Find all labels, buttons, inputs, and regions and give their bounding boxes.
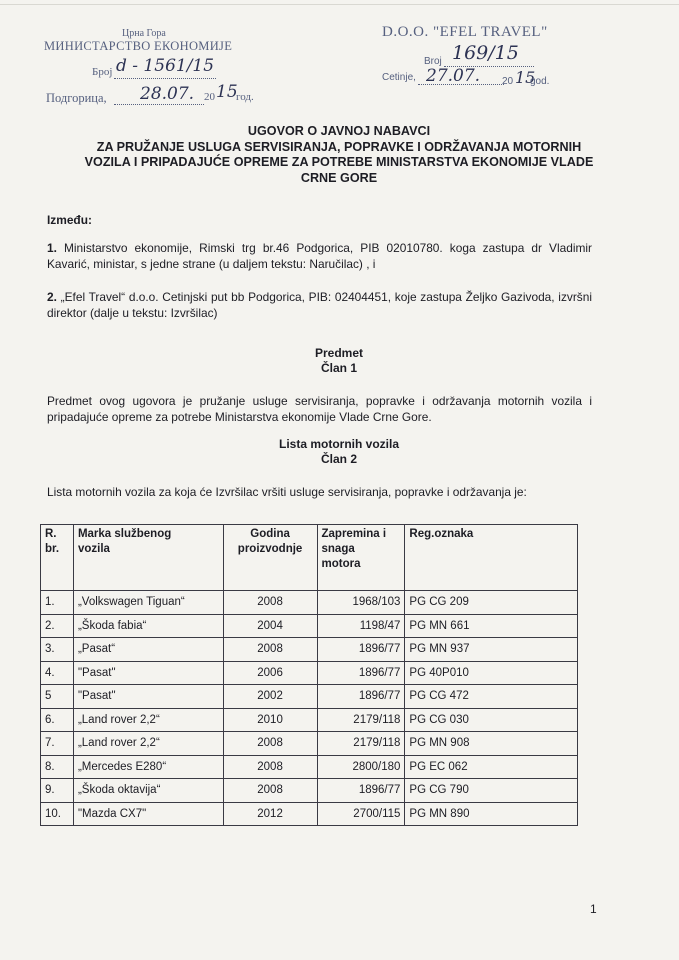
row-registration: PG MN 890 [405,802,578,826]
section-2-heading [40,437,638,467]
title-line-1: UGOVOR O JAVNOJ NABAVCI [247,124,431,138]
table-row [41,661,578,685]
stamp-year-value: 15 [216,82,238,102]
row-registration: PG 40P010 [405,661,578,685]
section-2-article: Član 2 [320,452,357,466]
stamp-date-value: 28.07. [140,84,195,104]
row-year: 2008 [223,591,317,615]
company-place-label: Cetinje, [382,72,416,83]
row-year: 2008 [223,732,317,756]
row-number: 3. [41,638,74,662]
row-registration: PG MN 908 [405,732,578,756]
row-number: 1. [41,591,74,615]
row-brand: „Volkswagen Tiguan“ [73,591,223,615]
row-number: 8. [41,755,74,779]
stamp-place-label: Подгорица, [46,91,107,105]
vehicle-table [40,524,578,826]
header-year: Godina proizvodnje [223,525,317,591]
row-year: 2008 [223,638,317,662]
row-number: 4. [41,661,74,685]
company-year-prefix: 20 [502,76,514,87]
party-1-text: Ministarstvo ekonomije, Rimski trg br.46 Podgorica, PIB 02010780. koga zastupa dr Vladimir Kavarić, ministar, s jedne strane (u daljem tekstu: Naručilac) , i [47,241,592,271]
row-registration: PG EC 062 [405,755,578,779]
section-1-title: Predmet [314,346,364,360]
between-label: Između: [47,213,92,227]
paper-edge [0,4,679,5]
row-registration: PG CG 790 [405,779,578,803]
section-1-article: Član 1 [320,361,357,375]
row-engine: 2179/118 [317,732,405,756]
row-engine: 1896/77 [317,779,405,803]
company-year-value: 15 [515,68,536,87]
row-registration: PG CG 030 [405,708,578,732]
table-row [41,802,578,826]
title-line-2: ZA PRUŽANJE USLUGA SERVISIRANJA, POPRAVKE I ODRŽAVANJA MOTORNIH [96,139,582,154]
header-registration: Reg.oznaka [405,525,578,591]
table-row [41,755,578,779]
page-number: 1 [590,902,597,916]
contract-title [40,124,638,186]
title-line-4: CRNE GORE [300,170,378,185]
section-1-text: Predmet ovog ugovora je pružanje usluge servisiranja, popravke i održavanja motornih vozila i pripadajuće opreme za potrebe Ministarstva ekonomije Vlade Crne Gore. [47,394,592,424]
row-registration: PG MN 937 [405,638,578,662]
row-registration: PG MN 661 [405,614,578,638]
company-date-value: 27.07. [426,66,481,86]
row-engine: 1896/77 [317,661,405,685]
stamp-broj-label: Број [92,66,113,78]
party-1 [47,240,592,272]
ministry-stamp [40,28,270,112]
party-2 [47,289,592,321]
table-row [41,591,578,615]
company-stamp [378,20,578,100]
row-number: 2. [41,614,74,638]
row-brand: „Land rover 2,2“ [73,732,223,756]
party-2-text: „Efel Travel“ d.o.o. Cetinjski put bb Podgorica, PIB: 02404451, koje zastupa Željko Gazivoda, izvršni direktor (dalje u tekstu: Izvršilac) [47,290,592,320]
table-header-row [41,525,578,591]
header-brand: Marka službenog vozila [73,525,223,591]
row-year: 2004 [223,614,317,638]
row-engine: 2179/118 [317,708,405,732]
row-number: 5 [41,685,74,709]
row-brand: "Pasat" [73,685,223,709]
section-2-title: Lista motornih vozila [278,437,399,451]
row-engine: 1198/47 [317,614,405,638]
row-year: 2012 [223,802,317,826]
row-brand: „Mercedes E280“ [73,755,223,779]
company-broj-value: 169/15 [452,42,519,64]
row-year: 2008 [223,755,317,779]
row-number: 10. [41,802,74,826]
row-number: 9. [41,779,74,803]
company-broj-label: Broj [424,56,442,67]
vehicle-table-body [41,591,578,826]
party-1-number: 1. [47,241,57,255]
table-row [41,708,578,732]
row-engine: 1896/77 [317,638,405,662]
stamp-year-prefix: 20 [204,91,215,103]
header-number: R. br. [41,525,74,591]
section-2-text: Lista motornih vozila za koja će Izvršilac vršiti usluge servisiranja, popravke i održavanja je: [47,485,527,499]
stamp-broj-value: d - 1561/15 [116,56,215,76]
row-engine: 2800/180 [317,755,405,779]
section-1-heading [40,346,638,376]
row-brand: „Škoda oktavija“ [73,779,223,803]
company-year-suffix: god. [530,76,550,87]
row-brand: „Land rover 2,2“ [73,708,223,732]
table-row [41,732,578,756]
row-engine: 1968/103 [317,591,405,615]
title-line-3: VOZILA I PRIPADAJUĆE OPREME ZA POTREBE MINISTARSTVA EKONOMIJE VLADE [84,155,594,169]
row-brand: „Škoda fabia“ [73,614,223,638]
row-brand: "Mazda CX7" [73,802,223,826]
row-year: 2010 [223,708,317,732]
party-2-number: 2. [47,290,57,304]
table-row [41,638,578,662]
table-row [41,614,578,638]
table-row [41,685,578,709]
row-year: 2008 [223,779,317,803]
stamp-country: Црна Гора [122,28,166,39]
row-number: 6. [41,708,74,732]
row-registration: PG CG 209 [405,591,578,615]
stamp-year-suffix: год. [236,91,254,103]
row-number: 7. [41,732,74,756]
table-row [41,779,578,803]
stamp-ministry-name: МИНИСТАРСТВО ЕКОНОМИЈЕ [44,39,233,53]
row-brand: „Pasat“ [73,638,223,662]
header-engine: Zapremina i snaga motora [317,525,405,591]
row-registration: PG CG 472 [405,685,578,709]
row-engine: 2700/115 [317,802,405,826]
row-year: 2002 [223,685,317,709]
row-engine: 1896/77 [317,685,405,709]
row-year: 2006 [223,661,317,685]
row-brand: "Pasat" [73,661,223,685]
company-stamp-name: D.O.O. "EFEL TRAVEL" [382,24,548,40]
